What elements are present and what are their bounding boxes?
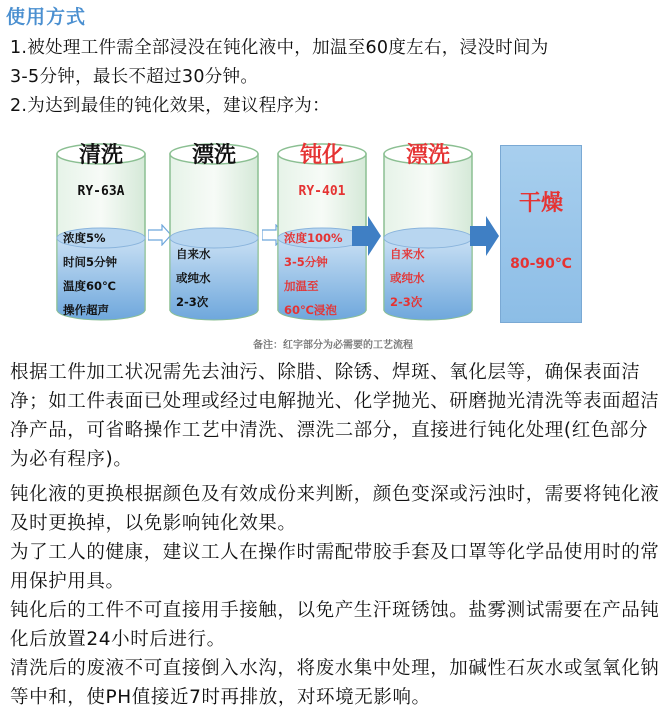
info-line: 温度60℃ [63, 279, 116, 293]
paragraph-waste: 清洗后的废液不可直接倒入水沟，将废水集中处理，加碱性石灰水或氢氧化钠等中和，使PH值接近7时再排放，对环境无影响。 [10, 658, 660, 708]
info-line: 或纯水 [176, 271, 211, 285]
paragraph-safety: 为了工人的健康，建议工人在操作时需配带胶手套及口罩等化学品使用时的常用保护用具。 [10, 542, 660, 592]
info-line: 2-3次 [390, 295, 423, 309]
stage-drying [500, 145, 582, 323]
stage-info [63, 226, 117, 322]
stage-title: 漂洗 [405, 143, 450, 168]
info-line: 3-5分钟 [284, 255, 328, 269]
stage-cleaning [55, 142, 147, 320]
step-2-line: 2.为达到最佳的钝化效果，建议程序为： [10, 96, 330, 116]
arrow-icon [352, 216, 382, 256]
info-line: 浓度5% [63, 231, 106, 245]
stage-info [176, 242, 211, 314]
paragraph-pretreatment: 根据工件加工状况需先去油污、除腊、除锈、焊斑、氧化层等，确保表面洁净；如工件表面已处理或经过电解抛光、化学抛光、研磨抛光清洗等表面超洁净产品，可省略操作工艺中清洗、漂洗二部分，直接进行钝化处理(红色部分为必有程序)。 [10, 362, 660, 470]
info-line: 或纯水 [390, 271, 425, 285]
info-line: 自来水 [390, 247, 425, 261]
stage-title: 钝化 [299, 143, 344, 168]
stage-info [390, 242, 425, 314]
stage-rinse-2 [382, 142, 474, 320]
info-line: 浓度100% [284, 231, 343, 245]
paragraph-handling: 钝化后的工件不可直接用手接触，以免产生汗斑锈蚀。盐雾测试需要在产品钝化后放置24小时后进行。 [10, 600, 660, 650]
stage-title: 漂洗 [191, 143, 236, 168]
info-line: 自来水 [176, 247, 211, 261]
arrow-icon [470, 216, 500, 256]
info-line: 时间5分钟 [63, 255, 118, 269]
product-code: RY-401 [298, 184, 346, 199]
step-1-line-2: 3-5分钟，最长不超过30分钟。 [10, 67, 259, 87]
stage-rinse-1 [168, 142, 260, 320]
paragraph-replacement: 钝化液的更换根据颜色及有效成份来判断，颜色变深或污浊时，需要将钝化液及时更换掉，以免影响钝化效果。 [10, 484, 660, 534]
section-heading: 使用方式 [6, 6, 87, 28]
info-line: 60℃浸泡 [284, 303, 337, 317]
stage-info [284, 226, 343, 322]
product-code: RY-63A [77, 184, 125, 199]
info-line: 2-3次 [176, 295, 209, 309]
drying-temperature: 80-90℃ [510, 256, 572, 272]
stage-title: 清洗 [78, 143, 123, 168]
diagram-note: 备注：红字部分为必需要的工艺流程 [253, 340, 413, 351]
stage-title: 干燥 [518, 191, 563, 216]
process-diagram [0, 128, 666, 358]
info-line: 加温至 [284, 279, 319, 293]
info-line: 操作超声 [63, 303, 109, 317]
step-1-line-1: 1.被处理工件需全部浸没在钝化液中，加温至60度左右，浸没时间为 [10, 38, 549, 58]
